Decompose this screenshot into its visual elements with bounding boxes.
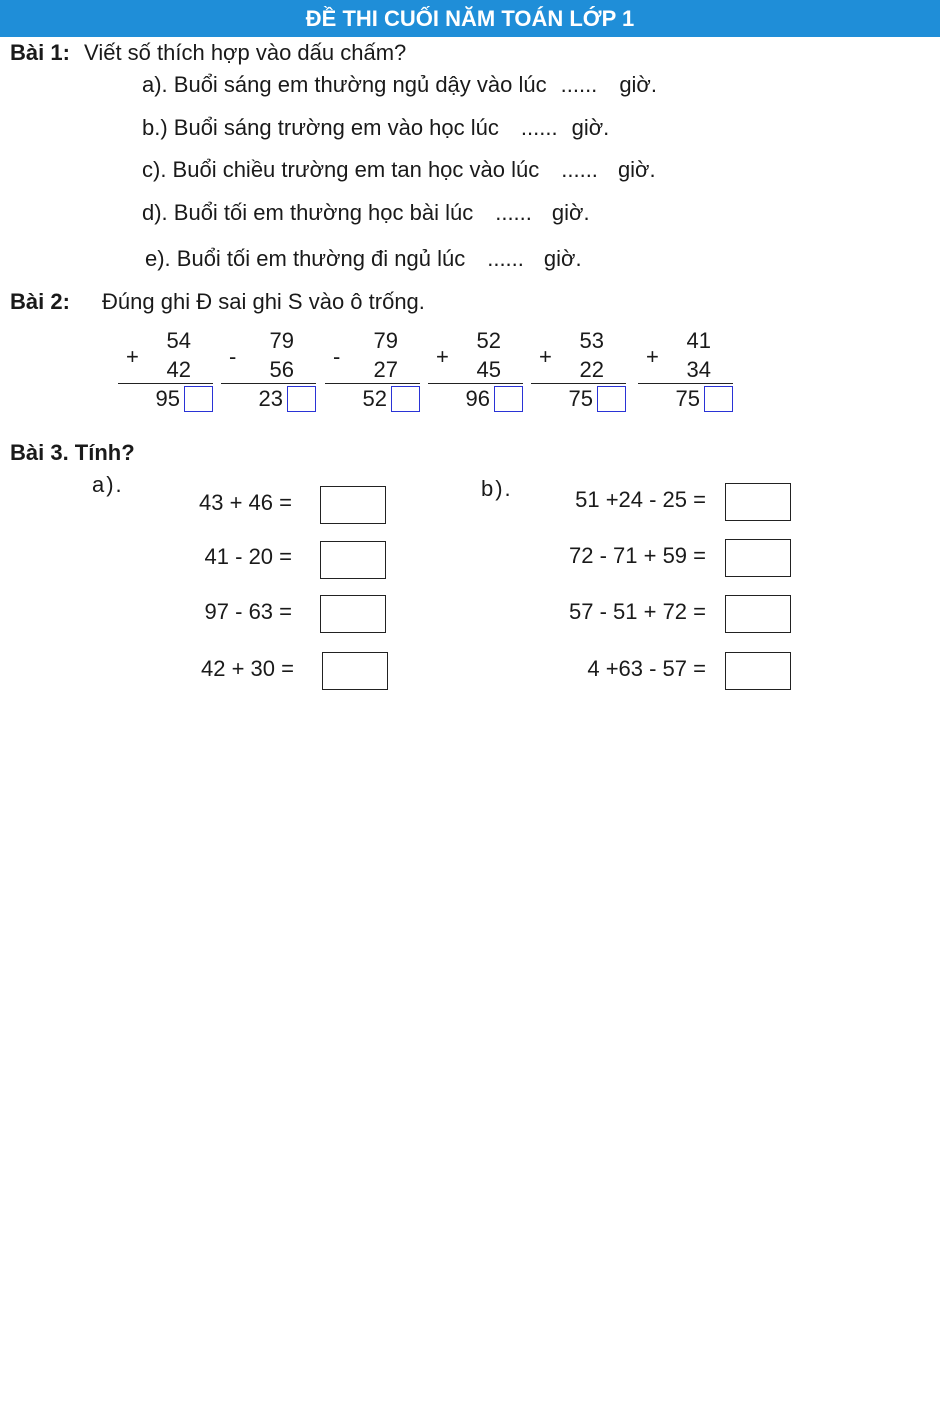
operand-top: 54 [166, 328, 191, 353]
operator: + [436, 344, 449, 369]
bai1-label: Bài 1: [10, 40, 70, 65]
bai1-item-d [142, 200, 590, 226]
true-false-box[interactable] [287, 386, 316, 412]
answer-box[interactable] [322, 652, 388, 690]
operand-bottom: 56 [269, 357, 294, 382]
expression: 41 - 20 = [204, 544, 292, 569]
answer-box[interactable] [725, 539, 791, 577]
true-false-box[interactable] [597, 386, 626, 412]
operand-top: 79 [373, 328, 398, 353]
expression: 57 - 51 + 72 = [569, 599, 706, 624]
operator: - [229, 344, 237, 369]
answer-box[interactable] [320, 486, 386, 524]
operator: + [646, 344, 659, 369]
unit-label: giờ. [617, 157, 656, 182]
column-problem [428, 328, 523, 418]
bai3-part-b-label: b). [481, 476, 513, 501]
expression: 43 + 46 = [199, 490, 292, 515]
operand-top: 53 [579, 328, 604, 353]
operator: + [539, 344, 552, 369]
result: 52 [362, 386, 387, 411]
bai1-item-text: a). Buổi sáng em thường ngủ dậy vào lúc [142, 72, 547, 97]
operand-bottom: 45 [476, 357, 501, 382]
expression: 4 +63 - 57 = [587, 656, 706, 681]
true-false-box[interactable] [184, 386, 213, 412]
result: 96 [465, 386, 490, 411]
sum-line [221, 383, 316, 384]
column-problem [638, 328, 733, 418]
operand-bottom: 34 [686, 357, 711, 382]
unit-label: giờ. [543, 246, 582, 271]
sum-line [118, 383, 213, 384]
page-title-banner [0, 0, 940, 37]
result: 23 [258, 386, 283, 411]
bai1-item-text: c). Buổi chiều trường em tan học vào lúc [142, 157, 540, 182]
answer-blank[interactable]: ...... [561, 157, 598, 182]
result: 75 [675, 386, 700, 411]
sum-line [428, 383, 523, 384]
bai3-part-a-label: a). [92, 472, 124, 497]
expression: 51 +24 - 25 = [575, 487, 706, 512]
bai1-item-text: d). Buổi tối em thường học bài lúc [142, 200, 474, 225]
bai1-item-b [142, 115, 609, 141]
expression: 72 - 71 + 59 = [569, 543, 706, 568]
operand-top: 79 [269, 328, 294, 353]
answer-blank[interactable]: ...... [495, 200, 532, 225]
sum-line [638, 383, 733, 384]
operator: - [333, 344, 341, 369]
bai2-header [10, 289, 425, 315]
true-false-box[interactable] [494, 386, 523, 412]
unit-label: giờ. [551, 200, 590, 225]
bai1-item-e [145, 246, 582, 272]
true-false-box[interactable] [704, 386, 733, 412]
answer-box[interactable] [320, 595, 386, 633]
answer-blank[interactable]: ...... [520, 115, 558, 140]
unit-label: giờ. [571, 115, 610, 140]
sum-line [531, 383, 626, 384]
expression: 42 + 30 = [201, 656, 294, 681]
sum-line [325, 383, 420, 384]
column-problem [531, 328, 626, 418]
column-problem [221, 328, 316, 418]
operand-bottom: 22 [579, 357, 604, 382]
bai2-instruction: Đúng ghi Đ sai ghi S vào ô trống. [102, 289, 425, 314]
true-false-box[interactable] [391, 386, 420, 412]
expression: 97 - 63 = [204, 599, 292, 624]
bai1-instruction: Viết số thích hợp vào dấu chấm? [84, 40, 407, 65]
answer-box[interactable] [320, 541, 386, 579]
result: 95 [155, 386, 180, 411]
answer-box[interactable] [725, 595, 791, 633]
unit-label: giờ. [619, 72, 657, 97]
page-title: ĐỀ THI CUỐI NĂM TOÁN LỚP 1 [305, 5, 635, 31]
bai1-item-c [142, 157, 656, 183]
answer-blank[interactable]: ...... [487, 246, 524, 271]
bai1-item-text: b.) Buổi sáng trường em vào học lúc [142, 115, 499, 140]
bai3-header: Bài 3. Tính? [10, 440, 135, 465]
result: 75 [568, 386, 593, 411]
bai1-item-a [142, 72, 657, 98]
answer-blank[interactable]: ...... [560, 72, 598, 97]
bai2-label: Bài 2: [10, 289, 70, 314]
bai1-item-text: e). Buổi tối em thường đi ngủ lúc [145, 246, 466, 271]
operand-top: 52 [476, 328, 501, 353]
column-problem [325, 328, 420, 418]
bai1-header [10, 40, 406, 66]
answer-box[interactable] [725, 483, 791, 521]
operand-bottom: 42 [166, 357, 191, 382]
column-problem [118, 328, 213, 418]
operand-bottom: 27 [373, 357, 398, 382]
answer-box[interactable] [725, 652, 791, 690]
operator: + [126, 344, 139, 369]
operand-top: 41 [686, 328, 711, 353]
